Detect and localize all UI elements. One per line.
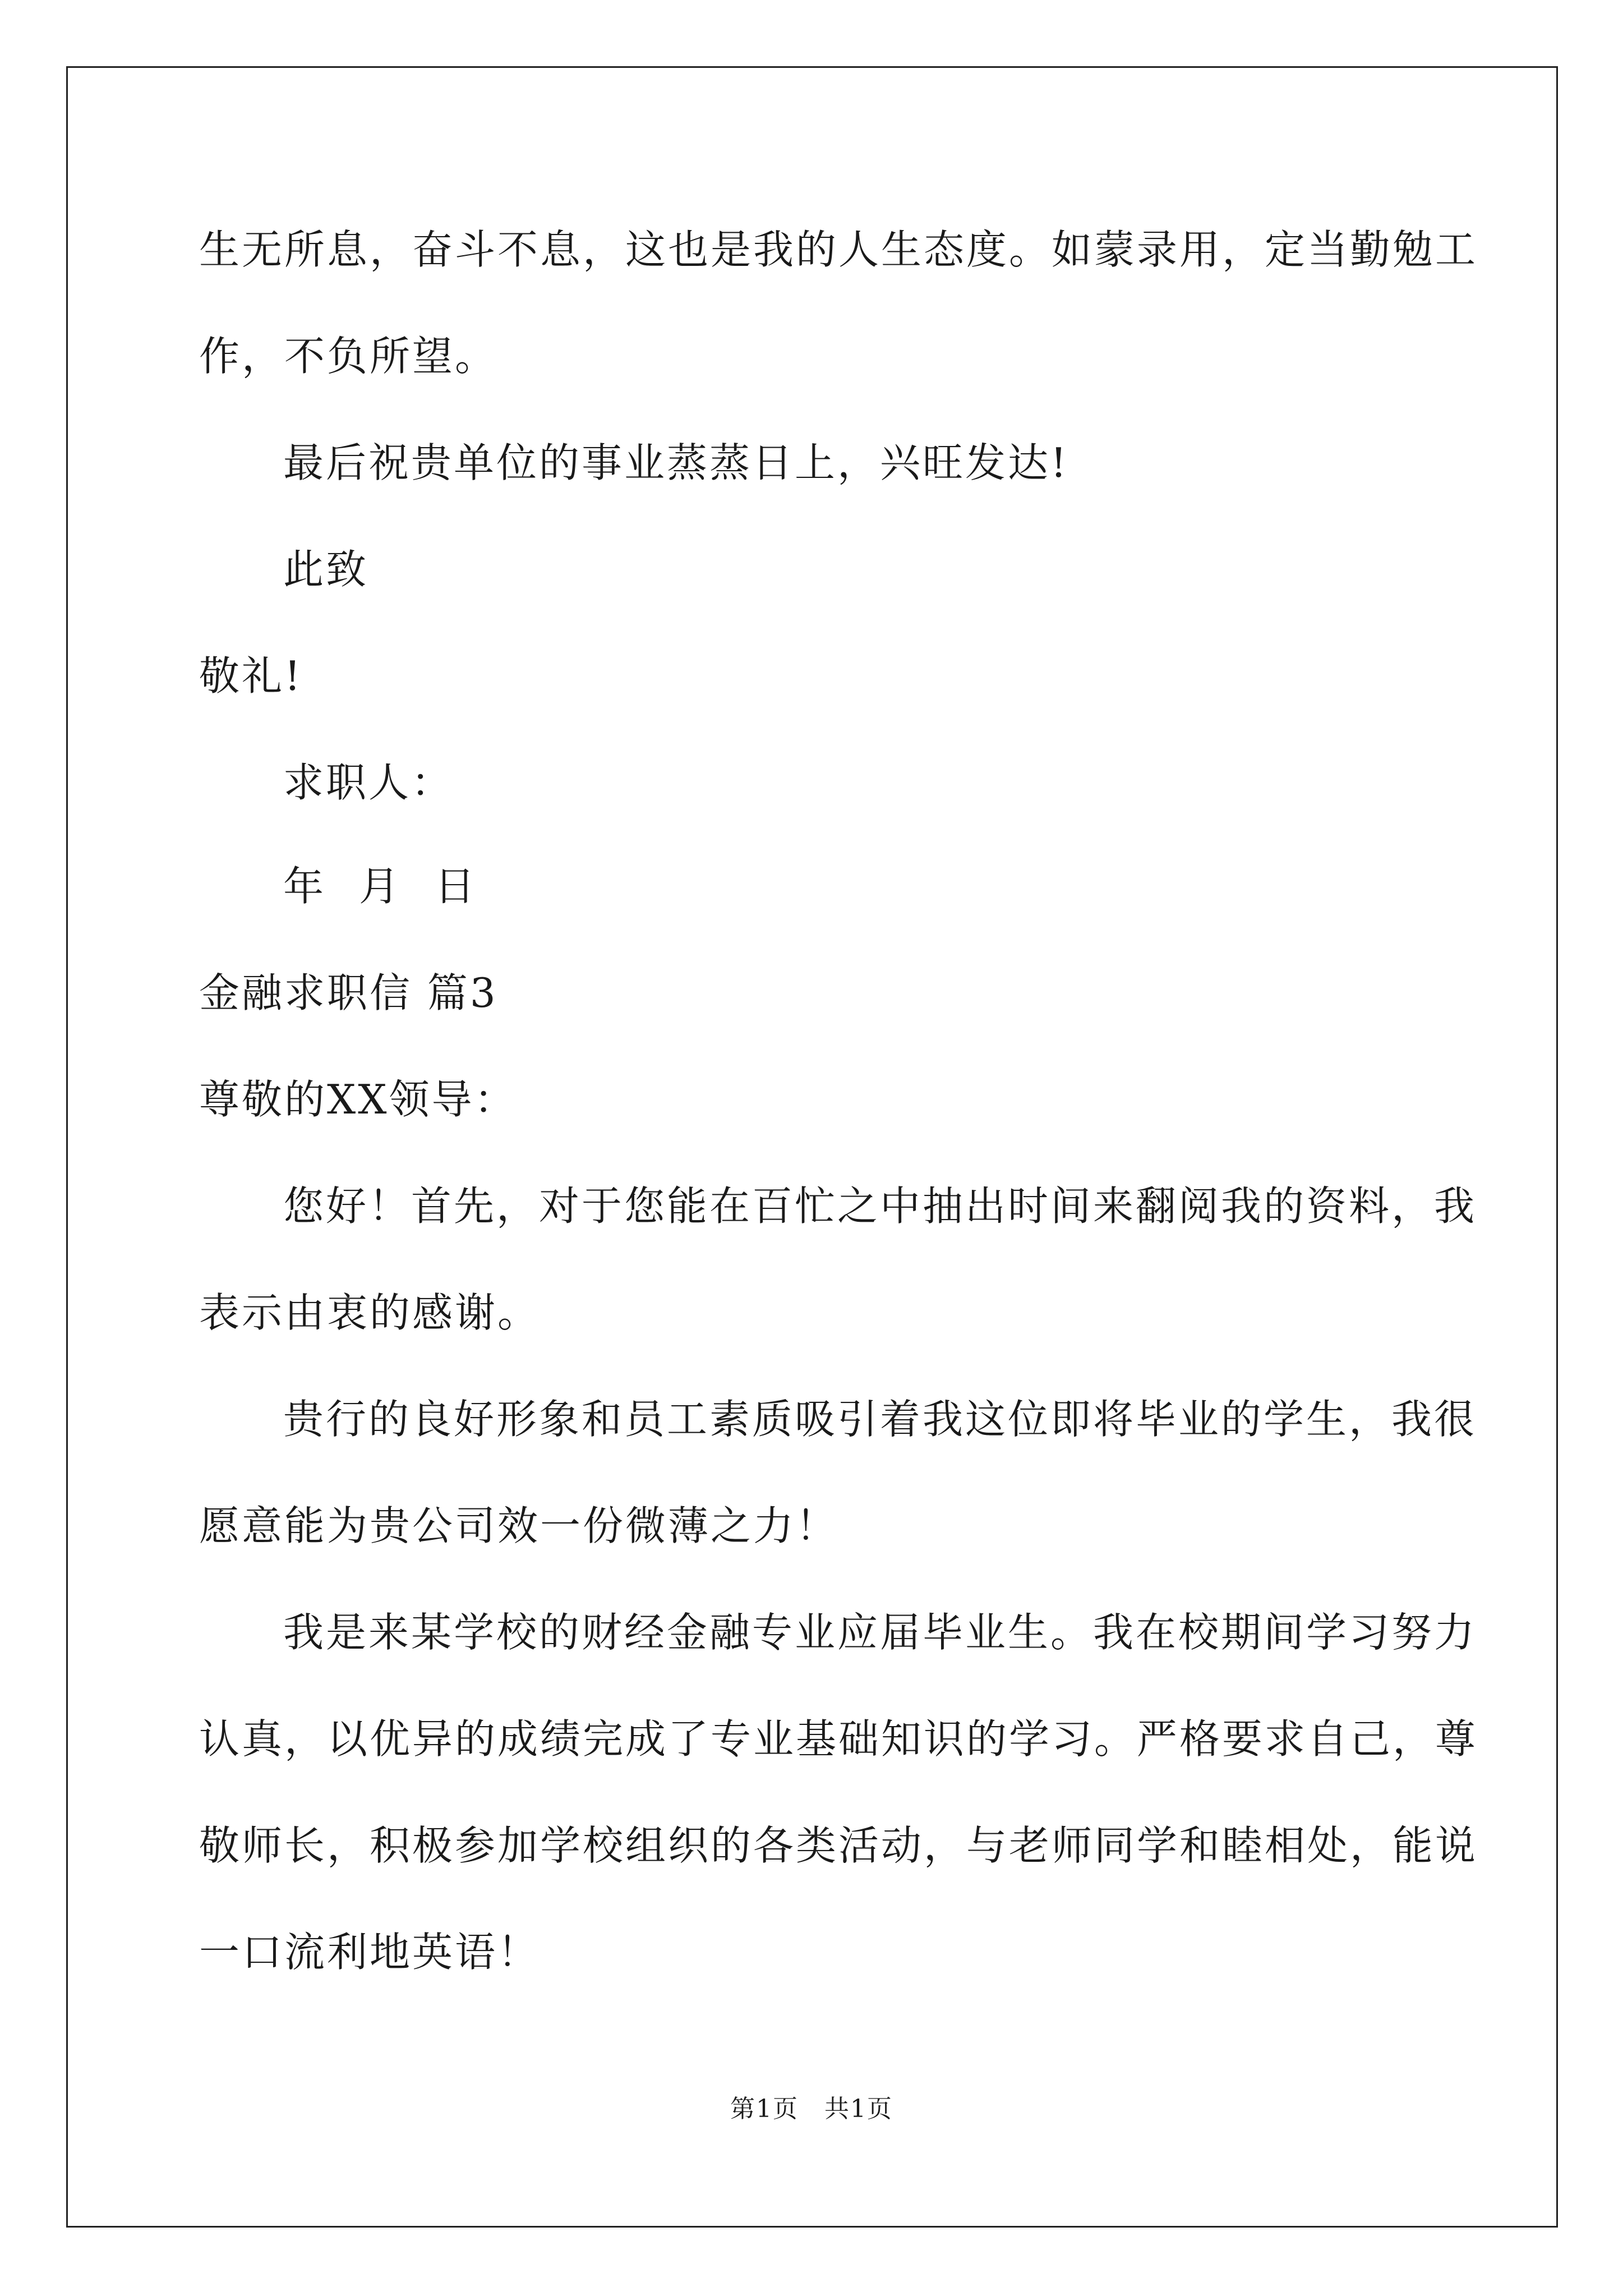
paragraph-1-line-2: 表示由衷的感谢。 <box>199 1289 541 1336</box>
greeting: 尊敬的XX领导： <box>199 1076 517 1123</box>
section-heading: 金融求职信 篇3 <box>199 969 498 1016</box>
salutation-regards: 敬礼! <box>199 652 303 700</box>
body-line-2: 作，不负所望。 <box>199 333 498 380</box>
paragraph-1-line-1: 您好！首先，对于您能在百忙之中抽出时间来翻阅我的资料，我 <box>283 1182 1477 1230</box>
paragraph-2-line-2: 愿意能为贵公司效一份微薄之力！ <box>199 1502 839 1549</box>
paragraph-2-line-1: 贵行的良好形象和员工素质吸引着我这位即将毕业的学生，我很 <box>283 1396 1477 1443</box>
paragraph-3-line-1: 我是来某学校的财经金融专业应届毕业生。我在校期间学习努力 <box>283 1609 1477 1656</box>
page-border <box>66 66 1558 2228</box>
paragraph-3-line-4: 一口流利地英语！ <box>199 1929 541 1976</box>
date-line: 年 月 日 <box>283 863 486 910</box>
paragraph-3-line-2: 认真，以优异的成绩完成了专业基础知识的学习。严格要求自己，尊 <box>199 1715 1478 1763</box>
closing-wish: 最后祝贵单位的事业蒸蒸日上，兴旺发达! <box>283 439 1069 486</box>
salutation-closing: 此致 <box>283 546 369 593</box>
applicant-label: 求职人： <box>283 759 454 806</box>
paragraph-3-line-3: 敬师长，积极参加学校组织的各类活动，与老师同学和睦相处，能说 <box>199 1822 1478 1869</box>
body-line-1: 生无所息，奋斗不息，这也是我的人生态度。如蒙录用，定当勤勉工 <box>199 226 1478 273</box>
page-footer: 第1页 共1页 <box>730 2095 893 2123</box>
